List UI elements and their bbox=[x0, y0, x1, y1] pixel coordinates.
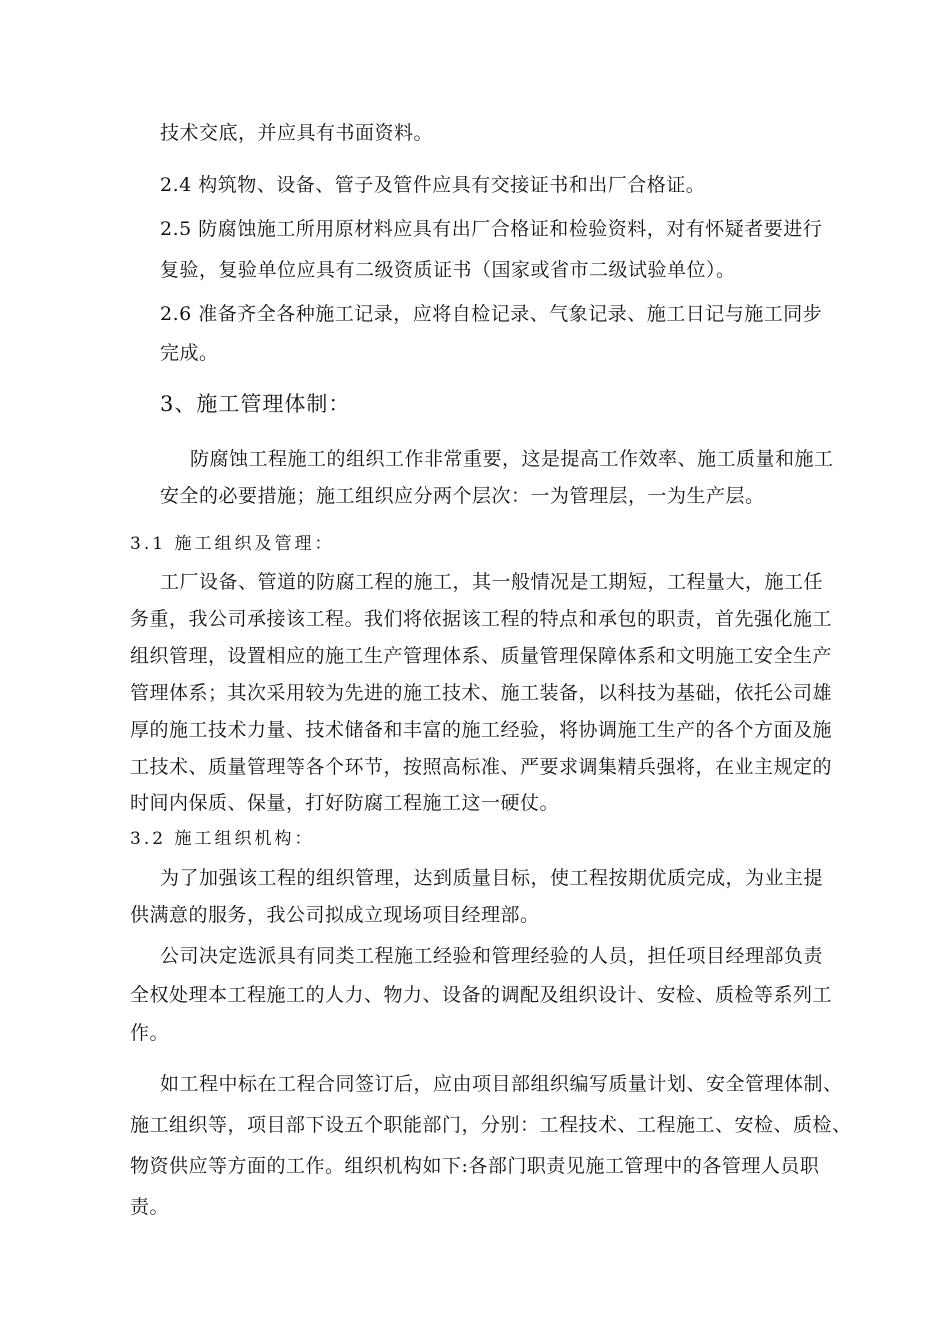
text-line: 为了加强该工程的组织管理，达到质量目标，使工程按期优质完成，为业主提 bbox=[160, 867, 824, 889]
text-line: 工厂设备、管道的防腐工程的施工，其一般情况是工期短，工程量大，施工任 bbox=[160, 571, 824, 593]
text-line: 作。 bbox=[130, 1022, 170, 1044]
text-line: 技术交底，并应具有书面资料。 bbox=[160, 122, 434, 144]
text-line: 管理体系；其次采用较为先进的施工技术、施工装备，以科技为基础，依托公司雄 bbox=[130, 682, 833, 704]
text-line: 全权处理本工程施工的人力、物力、设备的调配及组织设计、安检、质检等系列工 bbox=[130, 984, 833, 1006]
text-line: 供满意的服务，我公司拟成立现场项目经理部。 bbox=[130, 904, 540, 926]
text-line: 2.6 准备齐全各种施工记录，应将自检记录、气象记录、施工日记与施工同步 bbox=[160, 303, 823, 325]
text-line: 责。 bbox=[130, 1196, 170, 1218]
text-line: 物资供应等方面的工作。组织机构如下:各部门职责见施工管理中的各管理人员职 bbox=[130, 1155, 820, 1177]
text-line: 公司决定选派具有同类工程施工经验和管理经验的人员，担任项目经理部负责 bbox=[160, 945, 824, 967]
text-line: 时间内保质、保量，打好防腐工程施工这一硬仗。 bbox=[130, 792, 560, 814]
text-line: 安全的必要措施；施工组织应分两个层次：一为管理层，一为生产层。 bbox=[160, 485, 765, 507]
text-line: 厚的施工技术力量、技术储备和丰富的施工经验，将协调施工生产的各个方面及施 bbox=[130, 719, 833, 741]
text-line: 务重，我公司承接该工程。我们将依据该工程的特点和承包的职责，首先强化施工 bbox=[130, 608, 833, 630]
subsection-heading: 3.2 施工组织机构： bbox=[130, 829, 315, 849]
text-line: 防腐蚀工程施工的组织工作非常重要，这是提高工作效率、施工质量和施工 bbox=[190, 448, 834, 470]
section-heading: 3、施工管理体制： bbox=[160, 392, 351, 416]
text-line: 工技术、质量管理等各个环节，按照高标准、严要求调集精兵强将，在业主规定的 bbox=[130, 756, 833, 778]
text-line: 复验，复验单位应具有二级资质证书（国家或省市二级试验单位）。 bbox=[160, 259, 736, 281]
text-line: 如工程中标在工程合同签订后，应由项目部组织编写质量计划、安全管理体制、 bbox=[160, 1073, 843, 1095]
text-line: 完成。 bbox=[160, 342, 219, 364]
subsection-heading: 3.1 施工组织及管理： bbox=[130, 534, 335, 554]
text-line: 2.4 构筑物、设备、管子及管件应具有交接证书和出厂合格证。 bbox=[160, 174, 706, 196]
text-line: 组织管理，设置相应的施工生产管理体系、质量管理保障体系和文明施工安全生产 bbox=[130, 645, 833, 667]
text-line: 施工组织等，项目部下设五个职能部门，分别：工程技术、工程施工、安检、质检、 bbox=[130, 1114, 852, 1136]
text-line: 2.5 防腐蚀施工所用原材料应具有出厂合格证和检验资料，对有怀疑者要进行 bbox=[160, 218, 823, 240]
